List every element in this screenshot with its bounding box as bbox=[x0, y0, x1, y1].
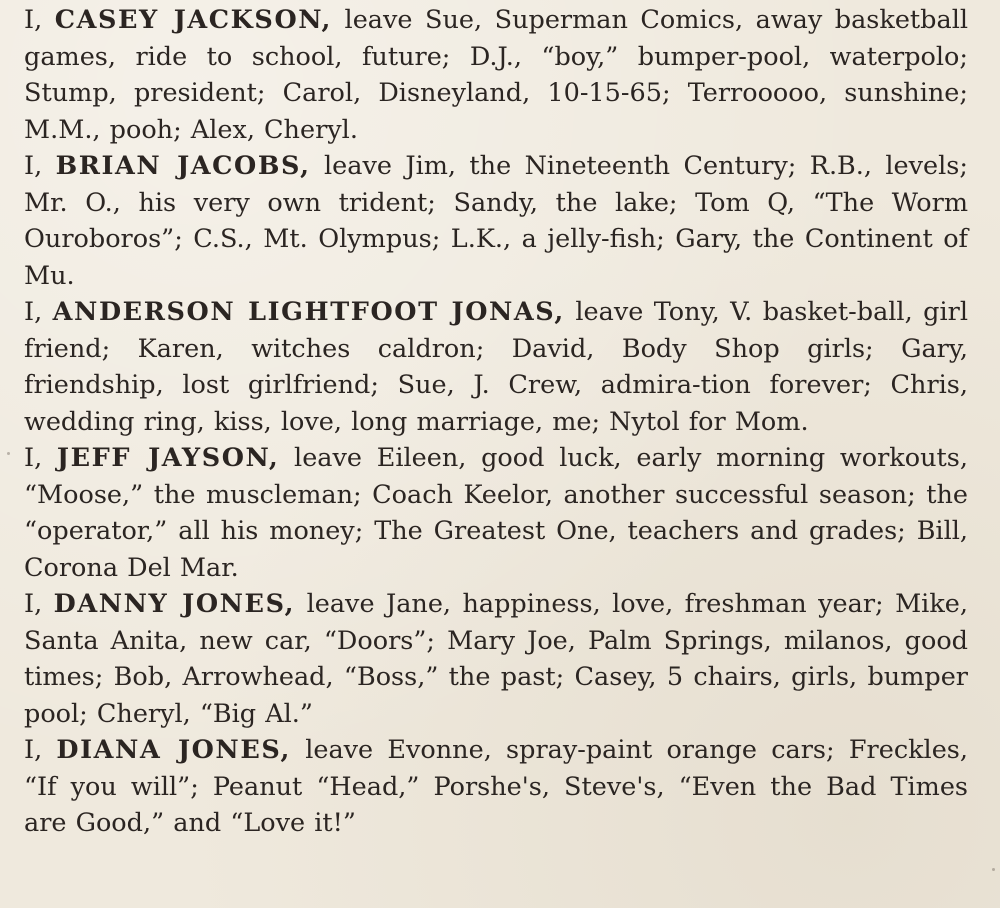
entry-name: DIANA JONES, bbox=[56, 735, 291, 765]
entry-prefix: I, bbox=[24, 589, 54, 619]
entry-name: BRIAN JACOBS, bbox=[55, 151, 311, 181]
entry-text: leave Tony, V. basket-ball, girl friend; Karen, witches caldron; David, Body Shop girls; Gary, friendship, lost girlfriend; Sue, J. Crew, admira-tion forever; Chris, wedding ring, kiss, love, long marriage, me; Nytol for Mom. bbox=[24, 297, 968, 437]
entry-text: leave Evonne, spray-paint orange cars; Freckles, “If you will”; Peanut “Head,” Porshe's, Steve's, “Even the Bad Times are Good,” and “Love it!” bbox=[24, 735, 968, 838]
entry-name: JEFF JAYSON, bbox=[56, 443, 280, 473]
entry-prefix: I, bbox=[24, 735, 57, 765]
will-entry-jeff-jayson bbox=[24, 440, 968, 586]
entry-text: leave Jane, happiness, love, freshman year; Mike, Santa Anita, new car, “Doors”; Mary Joe, Palm Springs, milanos, good times; Bob, Arrowhead, “Boss,” the past; Casey, 5 chairs, girls, bumper pool; Cheryl, “Big Al.” bbox=[24, 589, 968, 729]
entry-name: DANNY JONES, bbox=[53, 589, 296, 619]
entry-text: leave Eileen, good luck, early morning workouts, “Moose,” the muscleman; Coach Keelor, another successful season; the “operator,” all his money; The Greatest One, teachers and grades; Bill, Corona Del Mar. bbox=[24, 443, 968, 583]
entry-name: ANDERSON LIGHTFOOT JONAS, bbox=[52, 297, 565, 327]
entry-name: CASEY JACKSON, bbox=[54, 5, 333, 35]
entry-prefix: I, bbox=[24, 151, 56, 181]
entry-prefix: I, bbox=[24, 5, 55, 35]
will-entries-column bbox=[24, 2, 968, 842]
will-entry-danny-jones bbox=[24, 586, 968, 732]
will-entry-casey-jackson bbox=[24, 2, 968, 148]
will-entry-anderson-lightfoot-jonas bbox=[24, 294, 968, 440]
will-entry-diana-jones bbox=[24, 732, 968, 842]
entry-prefix: I, bbox=[24, 443, 57, 473]
will-entry-brian-jacobs bbox=[24, 148, 968, 294]
entry-prefix: I, bbox=[24, 297, 53, 327]
paper-speck bbox=[992, 868, 995, 871]
paper-speck bbox=[7, 452, 10, 455]
entry-text: leave Sue, Superman Comics, away basketball games, ride to school, future; D.J., “boy,” bumper-pool, waterpolo; Stump, president; Carol, Disneyland, 10-15-65; Terrooooo, sunshine; M.M., pooh; Alex, Cheryl. bbox=[24, 5, 969, 145]
entry-text: leave Jim, the Nineteenth Century; R.B., levels; Mr. O., his very own trident; Sandy, the lake; Tom Q, “The Worm Ouroboros”; C.S., Mt. Olympus; L.K., a jelly-fish; Gary, the Continent of Mu. bbox=[24, 151, 968, 291]
